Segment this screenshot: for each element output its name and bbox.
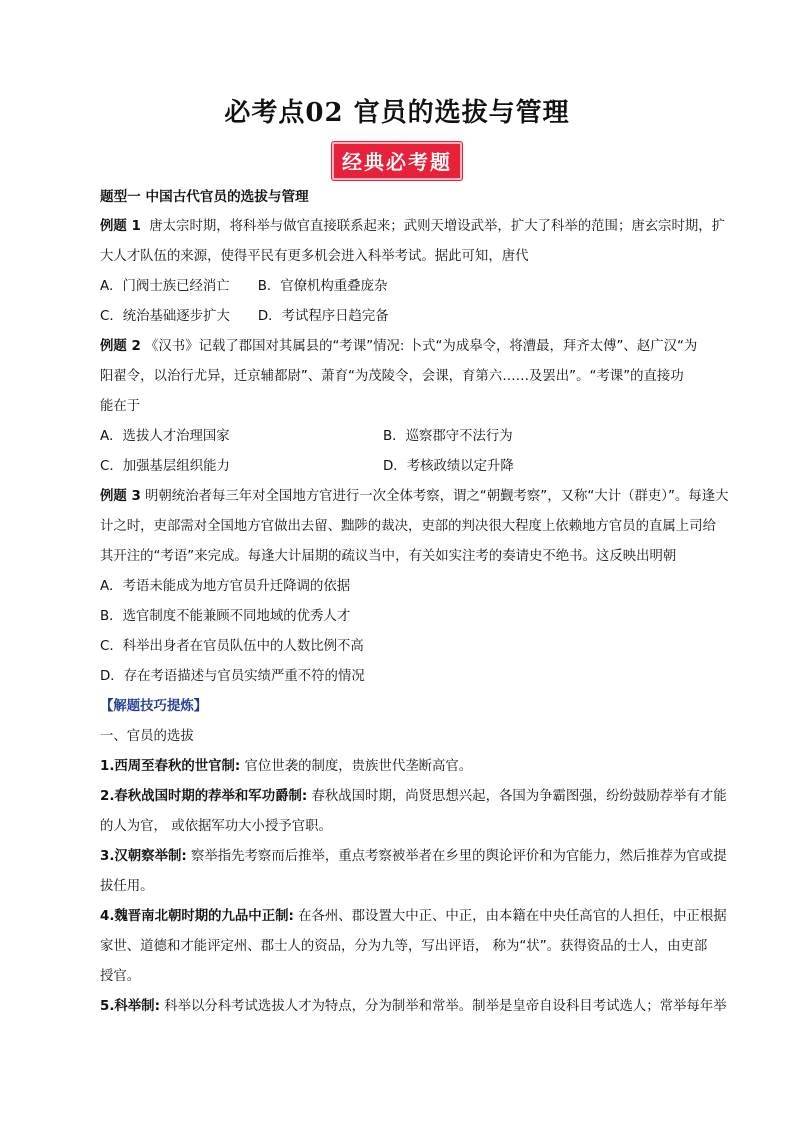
question-2-option-d[interactable]: D．考核政绩以定升降 — [383, 459, 514, 474]
question-1-option-d[interactable]: D．考试程序日趋完备 — [257, 309, 389, 324]
question-2-options-cd — [100, 452, 726, 482]
question-2-line-3: 能在于 — [100, 399, 141, 414]
question-2-option-a[interactable]: A．选拔人才治理国家 — [100, 429, 230, 444]
question-3-option-c[interactable]: C．科举出身者在官员队伍中的人数比例不高 — [100, 639, 364, 654]
question-3-option-a[interactable]: A．考语未能成为地方官员升迁降调的依据 — [100, 579, 351, 594]
tip-item-2-line-1: 2.春秋战国时期的荐举和军功爵制: 春秋战国时期，尚贤思想兴起，各国为争霸图强，纷纷鼓励荐举有才能 — [100, 789, 727, 804]
question-2-label: 例题 2 — [100, 339, 141, 354]
question-1-option-a[interactable]: A．门阀士族已经消亡 — [100, 279, 230, 294]
badge-wrap — [0, 142, 794, 180]
title-prefix: 必考点 — [224, 98, 306, 128]
question-3-label: 例题 3 — [100, 489, 141, 504]
question-3-line-2: 计之时，吏部需对全国地方官做出去留、黜陟的裁决，吏部的判决很大程度上依赖地方官员的直属上司给 — [100, 519, 716, 534]
question-2-line-1: 例题 2 《汉书》记载了郡国对其属县的“考课”情况: 卜式“为成皋令，将漕最，拜齐太傅”、赵广汉“为 — [100, 339, 698, 354]
question-1-options-cd — [100, 302, 726, 332]
tip-item-4-line-2: 家世、道德和才能评定州、郡士人的资品，分为九等，写出评语， 称为“状”。获得资品的士人，由吏部 — [100, 939, 708, 954]
tip-item-3-line-1: 3.汉朝察举制: 察举指先考察而后推举，重点考察被举者在乡里的舆论评价和为官能力，然后推荐为官或提 — [100, 849, 727, 864]
tip-item-4-line-3: 授官。 — [100, 969, 141, 984]
tips-subheading: 一、官员的选拔 — [100, 729, 194, 744]
classic-exam-badge: 经典必考题 — [332, 142, 462, 180]
question-1-line-2: 大人才队伍的来源，使得平民有更多机会进入科举考试。据此可知，唐代 — [100, 249, 529, 264]
question-3-option-d[interactable]: D．存在考语描述与官员实绩严重不符的情况 — [100, 669, 365, 684]
question-2-option-c[interactable]: C．加强基层组织能力 — [100, 459, 230, 474]
section-heading: 题型一 中国古代官员的选拔与管理 — [100, 189, 309, 205]
main-content — [100, 182, 729, 1022]
question-1-label: 例题 1 — [100, 219, 141, 234]
question-2-option-b[interactable]: B．巡察郡守不法行为 — [383, 429, 513, 444]
title-number: 02 — [305, 98, 344, 128]
tip-item-3-line-2: 拔任用。 — [100, 879, 154, 894]
question-3-line-3: 其开注的“考语”来完成。每逢大计届期的疏议当中，有关如实注考的奏请史不绝书。这反映出明朝 — [100, 549, 677, 564]
tip-item-4-line-1: 4.魏晋南北朝时期的九品中正制: 在各州、郡设置大中正、中正，由本籍在中央任高官的人担任，中正根据 — [100, 909, 727, 924]
page-title — [0, 92, 794, 129]
tip-item-5-line-1: 5.科举制: 科举以分科考试选拔人才为特点，分为制举和常举。制举是皇帝自设科目考试选人；常举每年举 — [100, 999, 727, 1014]
question-3-line-1: 例题 3 明朝统治者每三年对全国地方官进行一次全体考察，谓之“朝觐考察”，又称“大计（群吏）”。每逢大 — [100, 489, 729, 504]
question-1-options-ab — [100, 272, 726, 302]
tips-heading: 【解题技巧提炼】 — [100, 699, 208, 714]
title-suffix: 官员的选拔与管理 — [353, 98, 570, 128]
tip-item-2-line-2: 的人为官， 或依据军功大小授予官职。 — [100, 819, 332, 834]
question-1-line-1: 例题 1 唐太宗时期，将科举与做官直接联系起来；武则天增设武举，扩大了科举的范围；唐玄宗时期，扩 — [100, 219, 726, 234]
question-2-options-ab — [100, 422, 726, 452]
question-3-option-b[interactable]: B．选官制度不能兼顾不同地域的优秀人才 — [100, 609, 351, 624]
tip-item-1-line-1: 1.西周至春秋的世官制: 官位世袭的制度，贵族世代垄断高官。 — [100, 759, 473, 774]
question-1-option-c[interactable]: C．统治基础逐步扩大 — [100, 309, 230, 324]
question-2-line-2: 阳翟令，以治行尤异，迁京辅都尉”、萧育“为茂陵令，会课，育第六……及罢出”。“考课”的直接功 — [100, 369, 684, 384]
question-1-option-b[interactable]: B．官僚机构重叠庞杂 — [257, 279, 388, 294]
